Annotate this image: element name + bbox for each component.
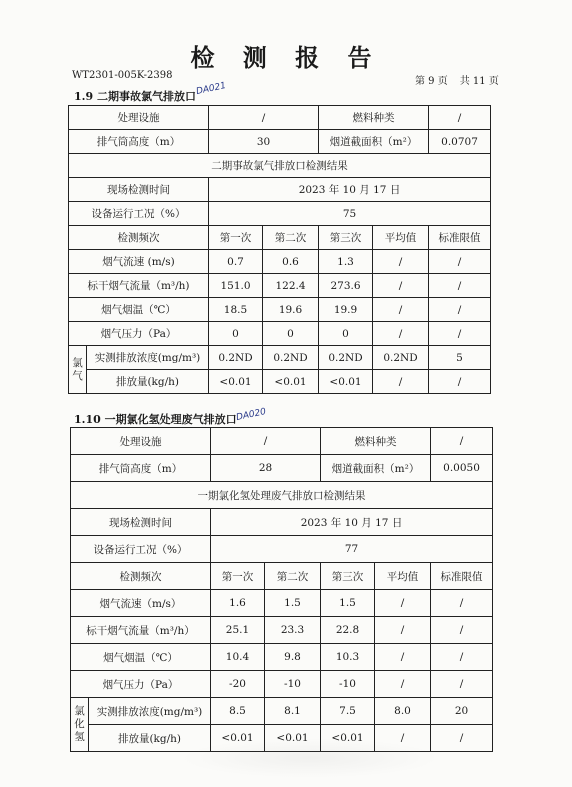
- facility-label: 处理设施: [71, 428, 211, 455]
- condition-value: 77: [211, 536, 493, 563]
- table-row: [71, 698, 493, 725]
- fuel-label: 燃料种类: [319, 106, 429, 130]
- cell: /: [373, 250, 429, 274]
- page-total: 共 11 页: [459, 76, 499, 87]
- cell: <0.01: [211, 725, 265, 752]
- time-label: 现场检测时间: [71, 509, 211, 536]
- cell: /: [375, 725, 431, 752]
- cell: /: [431, 725, 493, 752]
- cell: /: [429, 250, 491, 274]
- cell: 18.5: [209, 298, 263, 322]
- table-row: [71, 536, 493, 563]
- cell: /: [375, 644, 431, 671]
- cell: 25.1: [211, 617, 265, 644]
- column-header: 平均值: [373, 226, 429, 250]
- faint-stamp-shadow: [180, 738, 440, 778]
- page-info: [415, 72, 499, 87]
- cell: 22.8: [321, 617, 375, 644]
- condition-label: 设备运行工况（%）: [71, 536, 211, 563]
- cell: 0.7: [209, 250, 263, 274]
- cell: /: [431, 671, 493, 698]
- cell: -10: [265, 671, 321, 698]
- facility-label: 处理设施: [69, 106, 209, 130]
- cell: <0.01: [263, 370, 319, 394]
- pollutant-label: 氯气: [69, 346, 87, 394]
- fuel-value: /: [429, 106, 491, 130]
- row-label: 排放量(kg/h): [89, 725, 211, 752]
- document-title: 检 测 报 告: [190, 43, 382, 72]
- column-header: 标准限值: [429, 226, 491, 250]
- cell: 0: [209, 322, 263, 346]
- cell: 8.1: [265, 698, 321, 725]
- report-number: WT2301-005K-2398: [72, 70, 173, 81]
- cell: 7.5: [321, 698, 375, 725]
- table-row: [69, 274, 491, 298]
- results-table-2: [70, 427, 493, 752]
- table-row: [71, 482, 493, 509]
- cell: 151.0: [209, 274, 263, 298]
- cell: <0.01: [319, 370, 373, 394]
- cell: /: [375, 671, 431, 698]
- pollutant-label: 氯化氢: [71, 698, 89, 752]
- column-header: 第三次: [319, 226, 373, 250]
- cell: 10.4: [211, 644, 265, 671]
- column-header: 第二次: [263, 226, 319, 250]
- time-value: 2023 年 10 月 17 日: [211, 509, 493, 536]
- cell: /: [429, 298, 491, 322]
- height-label: 排气筒高度（m）: [69, 130, 209, 154]
- fuel-label: 燃料种类: [321, 428, 431, 455]
- cell: /: [373, 298, 429, 322]
- page-number: 第 9 页: [415, 76, 448, 87]
- condition-value: 75: [209, 202, 491, 226]
- table-row: [71, 428, 493, 455]
- result-title: 一期氯化氢处理废气排放口检测结果: [71, 482, 493, 509]
- section-title: 1.10 一期氯化氢处理废气排放口: [74, 413, 237, 426]
- cell: 1.5: [321, 590, 375, 617]
- cell: 0.2ND: [373, 346, 429, 370]
- cell: 23.3: [265, 617, 321, 644]
- cell: <0.01: [265, 725, 321, 752]
- table-row: [69, 154, 491, 178]
- cell: /: [431, 644, 493, 671]
- row-label: 烟气流速 (m/s): [69, 250, 209, 274]
- table-row: [71, 671, 493, 698]
- cell: /: [429, 322, 491, 346]
- freq-label: 检测频次: [71, 563, 211, 590]
- cell: <0.01: [209, 370, 263, 394]
- row-label: 标干烟气流量（m³/h): [69, 274, 209, 298]
- area-value: 0.0707: [429, 130, 491, 154]
- time-value: 2023 年 10 月 17 日: [209, 178, 491, 202]
- cell: 0: [319, 322, 373, 346]
- cell: 0: [263, 322, 319, 346]
- table-row: [69, 370, 491, 394]
- table-row: [69, 178, 491, 202]
- cell: 1.6: [211, 590, 265, 617]
- row-label: 实测排放浓度(mg/m³): [89, 698, 211, 725]
- table-row: [71, 590, 493, 617]
- table-row: [71, 617, 493, 644]
- cell: 0.2ND: [319, 346, 373, 370]
- fuel-value: /: [431, 428, 493, 455]
- row-label: 烟气烟温（℃）: [71, 644, 211, 671]
- column-header: 第二次: [265, 563, 321, 590]
- cell: 0.2ND: [209, 346, 263, 370]
- cell: /: [373, 370, 429, 394]
- row-label: 烟气压力（Pa）: [71, 671, 211, 698]
- table-row: [69, 298, 491, 322]
- cell: 19.6: [263, 298, 319, 322]
- freq-label: 检测频次: [69, 226, 209, 250]
- cell: /: [373, 274, 429, 298]
- table-row: [69, 322, 491, 346]
- table-row: [71, 509, 493, 536]
- handwritten-note: DA020: [235, 406, 267, 424]
- cell: 0.6: [263, 250, 319, 274]
- results-table-1: [68, 105, 491, 394]
- row-label: 烟气烟温（℃）: [69, 298, 209, 322]
- facility-value: /: [209, 106, 319, 130]
- table-row: [71, 644, 493, 671]
- time-label: 现场检测时间: [69, 178, 209, 202]
- cell: 1.5: [265, 590, 321, 617]
- cell: 9.8: [265, 644, 321, 671]
- cell: /: [431, 617, 493, 644]
- cell: /: [373, 322, 429, 346]
- row-label: 标干烟气流量（m³/h）: [71, 617, 211, 644]
- cell: 19.9: [319, 298, 373, 322]
- table-row: [69, 346, 491, 370]
- cell: 122.4: [263, 274, 319, 298]
- cell: /: [431, 590, 493, 617]
- cell: 273.6: [319, 274, 373, 298]
- table-row: [69, 130, 491, 154]
- table-row: [69, 106, 491, 130]
- row-label: 排放量(kg/h): [87, 370, 209, 394]
- cell: <0.01: [321, 725, 375, 752]
- section-title: 1.9 二期事故氯气排放口: [74, 90, 196, 103]
- column-header: 平均值: [375, 563, 431, 590]
- cell: /: [375, 617, 431, 644]
- area-label: 烟道截面积（m²）: [319, 130, 429, 154]
- row-label: 实测排放浓度(mg/m³): [87, 346, 209, 370]
- area-label: 烟道截面积（m²）: [321, 455, 431, 482]
- row-label: 烟气流速（m/s）: [71, 590, 211, 617]
- cell: /: [375, 590, 431, 617]
- table-header-row: [69, 226, 491, 250]
- table-row: [71, 455, 493, 482]
- area-value: 0.0050: [431, 455, 493, 482]
- table-row: [69, 250, 491, 274]
- cell: 0.2ND: [263, 346, 319, 370]
- cell: /: [429, 370, 491, 394]
- condition-label: 设备运行工况（%）: [69, 202, 209, 226]
- cell: 5: [429, 346, 491, 370]
- result-title: 二期事故氯气排放口检测结果: [69, 154, 491, 178]
- column-header: 第三次: [321, 563, 375, 590]
- cell: -20: [211, 671, 265, 698]
- column-header: 标准限值: [431, 563, 493, 590]
- column-header: 第一次: [211, 563, 265, 590]
- column-header: 第一次: [209, 226, 263, 250]
- cell: 10.3: [321, 644, 375, 671]
- table-header-row: [71, 563, 493, 590]
- table-row: [69, 202, 491, 226]
- cell: 8.0: [375, 698, 431, 725]
- cell: -10: [321, 671, 375, 698]
- cell: /: [429, 274, 491, 298]
- height-value: 28: [211, 455, 321, 482]
- cell: 8.5: [211, 698, 265, 725]
- cell: 20: [431, 698, 493, 725]
- height-value: 30: [209, 130, 319, 154]
- cell: 1.3: [319, 250, 373, 274]
- handwritten-note: DA021: [195, 80, 227, 98]
- row-label: 烟气压力（Pa）: [69, 322, 209, 346]
- height-label: 排气筒高度（m）: [71, 455, 211, 482]
- facility-value: /: [211, 428, 321, 455]
